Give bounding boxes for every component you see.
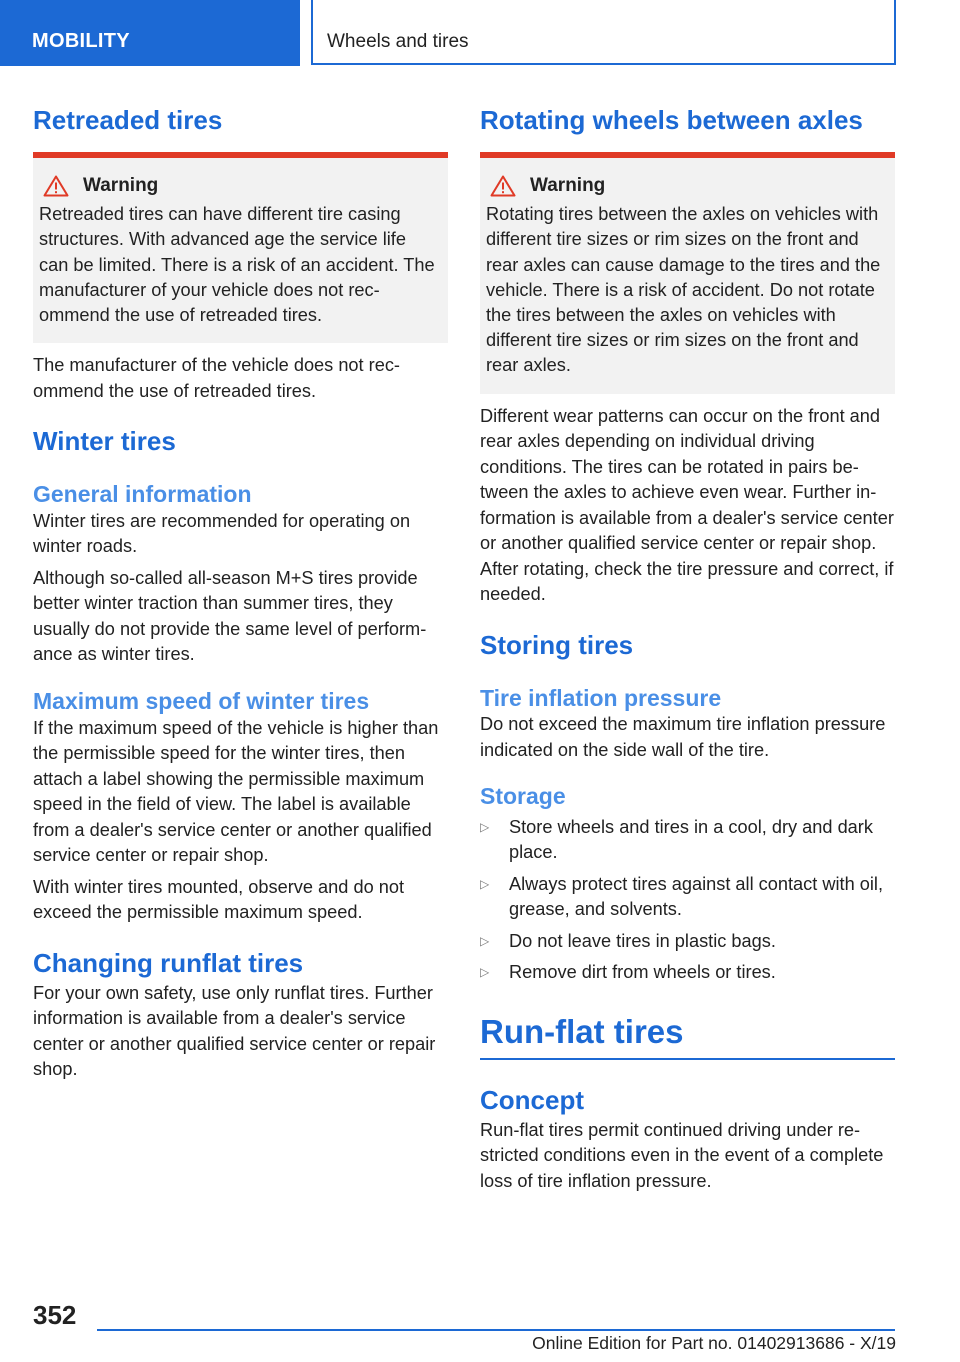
warning-triangle-icon <box>490 175 516 197</box>
retreaded-warning-box <box>33 152 448 343</box>
rotating-wheels-text: Different wear patterns can occur on the front and rear axles depending on individual driving conditions. The tires can be rotated in pairs between the axles to achieve even wear. Further information is available from a dealer's service center or another qualified service center or repair shop. After rotating, check the tire pressure and correct, if needed. <box>480 405 894 605</box>
edition-footer: Online Edition for Part no. 01402913686 - X/19 <box>532 1333 896 1353</box>
triangle-bullet-icon: ▷ <box>480 876 490 891</box>
tire-inflation-pressure-text: Do not exceed the maximum tire inflation pressure indicated on the side wall of the tire. <box>480 714 886 760</box>
list-item: ▷ Remove dirt from wheels or tires. <box>480 960 895 986</box>
section-tab: MOBILITY <box>0 0 300 66</box>
right-column <box>480 96 895 1194</box>
rotating-warning-box <box>480 152 895 393</box>
triangle-bullet-icon: ▷ <box>480 933 490 948</box>
warning-triangle-icon <box>43 175 69 197</box>
list-item: ▷ Store wheels and tires in a cool, dry and dark place. <box>480 816 873 863</box>
run-flat-tires-heading: Run-flat tires <box>480 1012 684 1050</box>
changing-runflat-heading: Changing runflat tires <box>33 947 304 978</box>
list-item: ▷ Do not leave tires in plastic bags. <box>480 929 895 955</box>
maximum-speed-text-2: With winter tires mounted, observe and do not exceed the permissible maximum speed. <box>33 876 405 923</box>
maximum-speed-text-1: If the maximum speed of the vehicle is higher than the permissible speed for the winter tires, then attach a label showing the permissible maximum speed in the field of view. The label is available from a dealer's service center or another qualified service center or repair shop. <box>33 717 439 866</box>
storing-tires-heading: Storing tires <box>480 629 634 660</box>
concept-heading: Concept <box>480 1084 584 1115</box>
warning-label: Warning <box>83 175 159 197</box>
winter-tires-heading: Winter tires <box>33 426 176 457</box>
warning-text: Rotating tires between the axles on vehicles with different tire sizes or rim sizes on the front and rear axles can cause damage to the tires and the vehicle. There is a risk of accident. Do not rotate the tires between the axles on vehicles with different tire sizes or rim sizes on the front and rear axles. <box>486 204 881 376</box>
warning-label: Warning <box>530 175 606 197</box>
changing-runflat-text: For your own safety, use only runflat tires. Further information is available from a dealer's service center or another qualified service center or repair shop. <box>33 982 436 1080</box>
left-column <box>33 96 448 1083</box>
general-information-text-1: Winter tires are recommended for operating on winter roads. <box>33 510 411 557</box>
footer-rule <box>97 1329 895 1331</box>
retreaded-tires-heading: Retreaded tires <box>33 105 223 135</box>
list-item: ▷ Always protect tires against all contact with oil, grease, and solvents. <box>480 873 884 920</box>
page-number: 352 <box>33 1300 77 1330</box>
heading-rule <box>480 1058 895 1060</box>
maximum-speed-heading: Maximum speed of winter tires <box>33 687 370 714</box>
triangle-bullet-icon: ▷ <box>480 819 490 834</box>
chapter-title: Wheels and tires <box>311 0 896 65</box>
warning-text: Retreaded tires can have different tire casing structures. With advanced age the service life can be limited. There is a risk of an accident. The manufacturer of your vehicle does not recommend the use of retreaded tires. <box>39 204 435 325</box>
concept-text: Run-flat tires permit continued driving under restricted conditions even in the event of a complete loss of tire inflation pressure. <box>480 1119 884 1191</box>
rotating-wheels-heading: Rotating wheels between axles <box>480 105 863 135</box>
triangle-bullet-icon: ▷ <box>480 965 490 980</box>
general-information-text-2: Although so-called all-season M+S tires provide better winter traction than summer tires, they usually do not provide the same level of performance as winter tires. <box>33 567 427 665</box>
storage-heading: Storage <box>480 783 566 810</box>
general-information-heading: General information <box>33 481 252 508</box>
tire-inflation-pressure-heading: Tire inflation pressure <box>480 684 722 711</box>
retreaded-tires-text: The manufacturer of the vehicle does not recommend the use of retreaded tires. <box>33 355 400 401</box>
page-header <box>0 0 960 66</box>
storage-list <box>480 815 895 986</box>
